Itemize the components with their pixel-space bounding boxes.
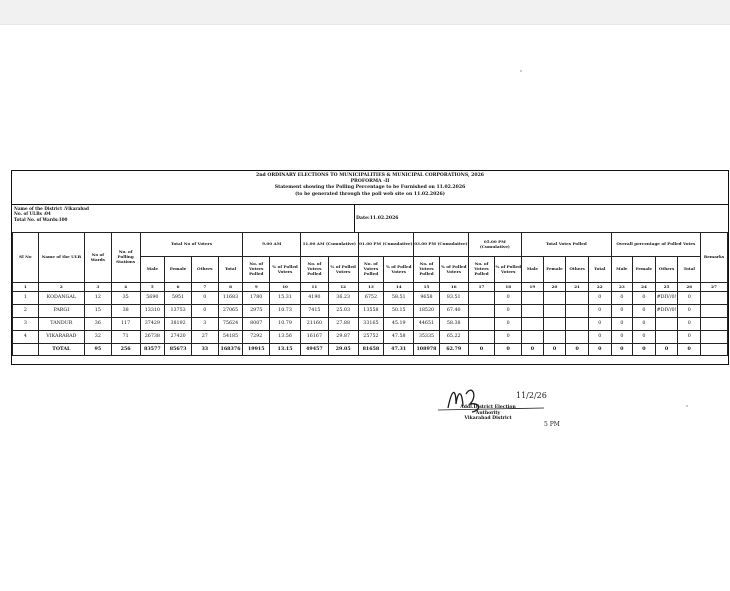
col-total: Total	[218, 257, 243, 283]
table-cell	[543, 318, 566, 331]
column-number: 22	[588, 283, 611, 292]
table-cell: 21160	[300, 318, 328, 331]
total-cell: 0	[611, 344, 633, 356]
table-cell: 15.31	[270, 292, 301, 305]
total-cell: TOTAL	[38, 344, 84, 356]
col-0500: 05.00 PM (Cumulative)	[468, 233, 521, 257]
table-cell: 7415	[300, 305, 328, 318]
column-number: 16	[439, 283, 468, 292]
table-cell: KODANGAL	[38, 292, 84, 305]
table-cell: 7292	[243, 331, 270, 344]
viewer-top-bar	[0, 0, 730, 24]
col-male: Male	[140, 257, 165, 283]
table-cell	[701, 305, 728, 318]
col-votes-0100: No. of Voters Polled	[358, 257, 384, 283]
signature-block	[448, 405, 528, 422]
table-cell	[522, 318, 544, 331]
table-cell: 38	[111, 305, 140, 318]
statement-subtitle: Statement showing the Polling Percentage to be Furnished on 11.02.2026	[274, 185, 466, 191]
table-cell: 10.79	[270, 318, 301, 331]
column-number: 19	[522, 283, 544, 292]
table-cell: 0	[588, 318, 611, 331]
total-cell: 47.31	[384, 344, 414, 356]
table-cell	[522, 292, 544, 305]
election-title: 2nd ORDINARY ELECTIONS TO MUNICIPALITIES & MUNICIPAL CORPORATIONS, 2026	[256, 173, 484, 178]
table-cell: 27.88	[328, 318, 358, 331]
table-cell: 25752	[358, 331, 384, 344]
col-1100: 11.00 AM (Cumulative)	[300, 233, 358, 257]
table-cell: 0	[495, 318, 522, 331]
signatory-title: Addl.District Election Authority	[460, 405, 516, 416]
column-number: 21	[566, 283, 589, 292]
col-wards: No of Wards	[84, 233, 111, 283]
total-cell: 0	[522, 344, 544, 356]
total-cell: 256	[111, 344, 140, 356]
total-cell: 95	[84, 344, 111, 356]
scan-speck	[520, 70, 522, 72]
table-cell: 6752	[358, 292, 384, 305]
table-cell	[701, 318, 728, 331]
meta-divider	[354, 204, 355, 232]
col-votes-0900: No. of Voters Polled	[243, 257, 270, 283]
table-cell: 27420	[165, 331, 192, 344]
table-cell: 0	[633, 305, 656, 318]
table-cell: 2	[13, 305, 39, 318]
column-number: 20	[543, 283, 566, 292]
table-cell: 29.87	[328, 331, 358, 344]
table-cell: 3	[13, 318, 39, 331]
table-cell: 13558	[358, 305, 384, 318]
table-cell	[655, 331, 678, 344]
col-others: Others	[191, 257, 218, 283]
table-cell: 0	[611, 292, 633, 305]
total-cell: 81658	[358, 344, 384, 356]
total-cell	[701, 344, 728, 356]
table-cell	[566, 331, 589, 344]
table-cell: 38192	[165, 318, 192, 331]
total-cell: 85673	[165, 344, 192, 356]
table-cell: 5951	[165, 292, 192, 305]
table-cell: 0	[191, 305, 218, 318]
table-cell: 0	[588, 305, 611, 318]
column-number: 15	[414, 283, 440, 292]
table-cell: 0	[611, 331, 633, 344]
polling-statement-sheet	[11, 170, 729, 365]
table-cell: 9658	[414, 292, 440, 305]
ulb-rows	[13, 292, 728, 344]
table-cell: 0	[633, 331, 656, 344]
col-votes-0300: No. of Voters Polled	[414, 257, 440, 283]
col-stations: No. of Polling Stations	[111, 233, 140, 283]
column-number: 9	[243, 283, 270, 292]
table-cell: 13.56	[270, 331, 301, 344]
signatory-place: Vikarabad District	[464, 416, 512, 422]
table-cell: 5690	[140, 292, 165, 305]
table-cell: 0	[611, 318, 633, 331]
table-cell	[543, 331, 566, 344]
table-cell: 33165	[358, 318, 384, 331]
column-number: 12	[328, 283, 358, 292]
statement-date: Date:11.02.2026	[356, 216, 399, 221]
column-number: 3	[84, 283, 111, 292]
table-cell: 15	[84, 305, 111, 318]
table-cell: 0	[495, 331, 522, 344]
table-cell: 12	[84, 292, 111, 305]
table-cell: 83.51	[439, 292, 468, 305]
table-cell: 36	[84, 318, 111, 331]
polling-table	[12, 232, 728, 356]
table-cell: 54185	[218, 331, 243, 344]
table-cell: #DIV/0!	[655, 292, 678, 305]
total-cell: 19915	[243, 344, 270, 356]
col-total-voters: Total No of Voters	[140, 233, 243, 257]
total-cell: 0	[543, 344, 566, 356]
district-meta	[12, 204, 728, 233]
table-cell: 16167	[300, 331, 328, 344]
table-cell: 0	[678, 331, 701, 344]
col-0900: 9.00 AM	[243, 233, 301, 257]
column-number: 25	[655, 283, 678, 292]
table-cell	[522, 331, 544, 344]
table-cell	[468, 292, 495, 305]
ulb-count: No. of ULBs :04	[14, 211, 51, 217]
col-pct-0900: % of Polled Voters	[270, 257, 301, 283]
table-cell: 35335	[414, 331, 440, 344]
total-cell: 108978	[414, 344, 440, 356]
table-cell: 8007	[243, 318, 270, 331]
column-number: 4	[111, 283, 140, 292]
table-cell: 11683	[218, 292, 243, 305]
total-cell: 0	[566, 344, 589, 356]
table-cell: 75624	[218, 318, 243, 331]
table-cell	[468, 331, 495, 344]
table-cell	[522, 305, 544, 318]
table-cell: TANDUR	[38, 318, 84, 331]
table-cell: 50.15	[384, 305, 414, 318]
table-cell	[566, 292, 589, 305]
table-row	[13, 292, 728, 305]
table-cell: 13753	[165, 305, 192, 318]
total-cell: 29.05	[328, 344, 358, 356]
col-female: Female	[165, 257, 192, 283]
table-cell: 0	[678, 305, 701, 318]
table-cell: 2975	[243, 305, 270, 318]
table-cell: 35	[111, 292, 140, 305]
total-cell	[13, 344, 39, 356]
column-number: 6	[165, 283, 192, 292]
col-total-votes-polled: Total Votes Polled	[522, 233, 611, 257]
col-votes-0500: No. of Voters Polled	[468, 257, 495, 283]
table-cell	[655, 318, 678, 331]
table-cell: 0	[678, 318, 701, 331]
col-tvp-total: Total	[588, 257, 611, 283]
column-number: 24	[633, 283, 656, 292]
table-cell: 0	[495, 292, 522, 305]
col-0100: 01.00 PM (Cumulative)	[358, 233, 414, 257]
table-cell: 1780	[243, 292, 270, 305]
column-number: 11	[300, 283, 328, 292]
table-cell: 0	[633, 318, 656, 331]
table-cell: 3	[191, 318, 218, 331]
table-cell: 1	[13, 292, 39, 305]
table-cell: 4	[13, 331, 39, 344]
table-cell: 44651	[414, 318, 440, 331]
table-row	[13, 331, 728, 344]
table-cell: 0	[611, 305, 633, 318]
col-ulb-name: Name of the ULB	[38, 233, 84, 283]
table-row	[13, 305, 728, 318]
table-cell: 117	[111, 318, 140, 331]
table-cell	[543, 292, 566, 305]
district-name: Name of the District :Vikarabad	[14, 206, 89, 211]
table-cell: 27065	[218, 305, 243, 318]
column-number: 10	[270, 283, 301, 292]
col-sl-no: Sl No	[13, 233, 39, 283]
total-cell: 49457	[300, 344, 328, 356]
table-cell: 0	[588, 292, 611, 305]
table-cell	[701, 331, 728, 344]
column-number: 8	[218, 283, 243, 292]
table-cell: 32	[84, 331, 111, 344]
column-number: 14	[384, 283, 414, 292]
table-cell: 36.23	[328, 292, 358, 305]
column-number: 27	[701, 283, 728, 292]
table-cell: 58.51	[384, 292, 414, 305]
column-number: 13	[358, 283, 384, 292]
table-row	[13, 318, 728, 331]
table-cell: 13310	[140, 305, 165, 318]
col-tvp-female: Female	[543, 257, 566, 283]
column-number: 26	[678, 283, 701, 292]
total-cell: 168376	[218, 344, 243, 356]
col-pct-total: Total	[678, 257, 701, 283]
table-cell	[468, 318, 495, 331]
table-cell: 58.38	[439, 318, 468, 331]
table-cell: 0	[191, 292, 218, 305]
total-cell: 0	[655, 344, 678, 356]
table-cell: 65.22	[439, 331, 468, 344]
total-cell: 83577	[140, 344, 165, 356]
table-cell: 0	[678, 292, 701, 305]
col-0300: 03.00 PM (Cumulative)	[414, 233, 469, 257]
table-cell: 4190	[300, 292, 328, 305]
col-pct-others: Others	[655, 257, 678, 283]
table-cell: PARGI	[38, 305, 84, 318]
table-cell: VIKARABAD	[38, 331, 84, 344]
column-number: 1	[13, 283, 39, 292]
table-cell: #DIV/0!	[655, 305, 678, 318]
table-cell: 25.03	[328, 305, 358, 318]
col-tvp-male: Male	[522, 257, 544, 283]
total-cell: 0	[588, 344, 611, 356]
total-cell: 0	[633, 344, 656, 356]
table-cell: 18520	[414, 305, 440, 318]
table-cell: 10.73	[270, 305, 301, 318]
table-cell: 47.58	[384, 331, 414, 344]
table-cell	[468, 305, 495, 318]
col-remarks: Remarks	[701, 233, 728, 283]
signature-time-note: 5 PM	[544, 421, 560, 428]
column-number: 17	[468, 283, 495, 292]
table-cell: 26738	[140, 331, 165, 344]
column-number-row	[13, 283, 728, 292]
col-pct-0100: % of Polled Voters	[384, 257, 414, 283]
col-votes-1100: No. of Voters Polled	[300, 257, 328, 283]
column-number: 7	[191, 283, 218, 292]
column-number: 5	[140, 283, 165, 292]
table-cell	[543, 305, 566, 318]
table-cell: 37429	[140, 318, 165, 331]
col-pct-1100: % of Polled Voters	[328, 257, 358, 283]
table-cell: 0	[633, 292, 656, 305]
table-cell: 67.40	[439, 305, 468, 318]
col-pct-male: Male	[611, 257, 633, 283]
total-cell: 0	[468, 344, 495, 356]
table-cell	[566, 318, 589, 331]
total-cell: 0	[678, 344, 701, 356]
proforma-label: PROFORMA -II	[350, 179, 390, 185]
table-cell: 71	[111, 331, 140, 344]
col-tvp-others: Others	[566, 257, 589, 283]
table-cell: 0	[588, 331, 611, 344]
col-pct-0300: % of Polled Voters	[439, 257, 468, 283]
column-number: 23	[611, 283, 633, 292]
scan-edge	[0, 24, 730, 25]
col-overall-pct: Overall percentage of Polled Votes	[611, 233, 701, 257]
table-cell: 0	[495, 305, 522, 318]
total-cell: 0	[495, 344, 522, 356]
statement-header	[12, 171, 728, 205]
district-info	[14, 206, 89, 222]
table-cell	[701, 292, 728, 305]
table-cell: 27	[191, 331, 218, 344]
signature-date-note: 11/2/26	[516, 391, 547, 400]
col-pct-female: Female	[633, 257, 656, 283]
total-cell: 33	[191, 344, 218, 356]
total-cell: 62.79	[439, 344, 468, 356]
table-cell: 45.19	[384, 318, 414, 331]
table-cell	[566, 305, 589, 318]
column-number: 2	[38, 283, 84, 292]
ward-count: Total No. of Wards:100	[14, 216, 68, 222]
statement-note: (to be generated through the poll web site on 11.02.2026)	[295, 191, 445, 197]
column-number: 18	[495, 283, 522, 292]
total-cell: 13.15	[270, 344, 301, 356]
col-pct-0500: % of Polled Voters	[495, 257, 522, 283]
total-row	[13, 344, 728, 356]
scan-speck	[686, 405, 688, 407]
